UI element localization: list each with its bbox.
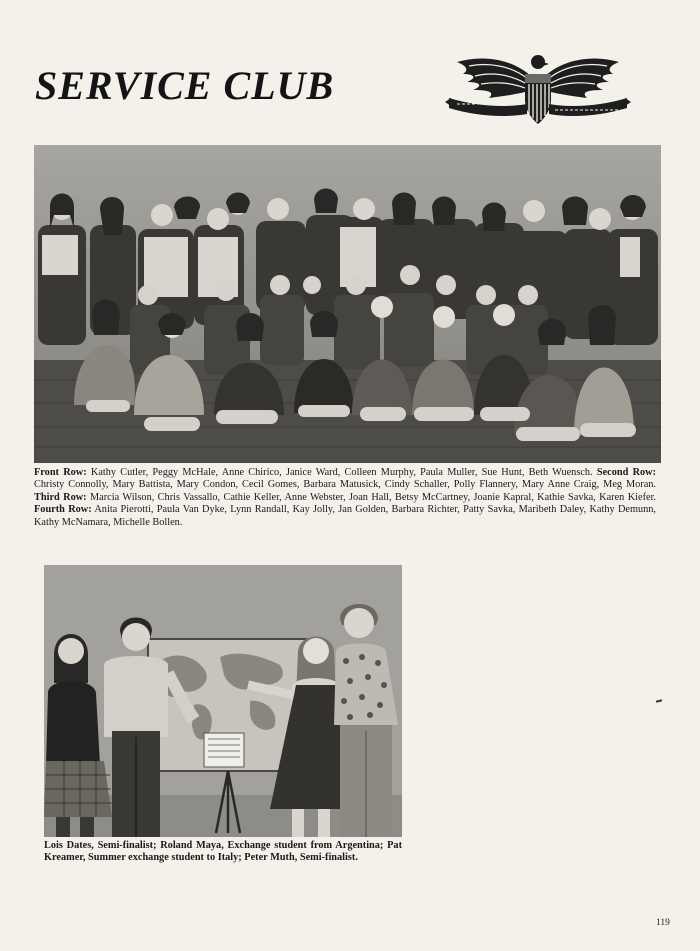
group-photo [34, 145, 661, 463]
caption-line: Lois Dates, Semi-finalist; Roland Maya, Exchange student from Argentina; [44, 840, 384, 851]
row-label: Second Row: [596, 467, 657, 478]
caption-line: Pat Kreamer, Summer exchange student to Italy; Peter Muth, Semi-finalist. [44, 840, 402, 864]
students-photo-caption [44, 840, 402, 865]
row-names: Anita Pierotti, Paula Van Dyke, Lynn Randall, Kay Jolly, Jan Golden, Barbara Richter, Patty Savka, Maribeth Daley, Kathy Demunn, Kathy McNamara, Michelle Bollen. [34, 504, 656, 528]
page-number: 119 [656, 918, 670, 928]
row-label: Third Row: [34, 491, 87, 503]
page-title: SERVICE CLUB [35, 63, 335, 108]
caption-row [34, 492, 656, 503]
caption-row [34, 467, 593, 478]
caption-row [34, 504, 656, 527]
students-photo [44, 565, 402, 837]
row-label: Front Row: [34, 467, 87, 478]
eagle-emblem-icon [445, 48, 631, 132]
row-names: Kathy Cutler, Peggy McHale, Anne Chirico, Janice Ward, Colleen Murphy, Paula Muller, Sue Hunt, Beth Wuensch. [90, 467, 593, 478]
group-photo-caption [34, 467, 656, 529]
row-label: Fourth Row: [34, 504, 92, 516]
row-names: Marcia Wilson, Chris Vassallo, Cathie Keller, Anne Webster, Joan Hall, Betsy McCartney, Joanie Kapral, Kathie Savka, Karen Kiefer. [90, 491, 657, 503]
row-names: Christy Connolly, Mary Battista, Mary Condon, Cecil Gomes, Barbara Matusick, Cindy Schaller, Polly Flannery, Mary Anne Craig, Meg Moran. [34, 479, 656, 491]
stray-mark [656, 699, 662, 702]
